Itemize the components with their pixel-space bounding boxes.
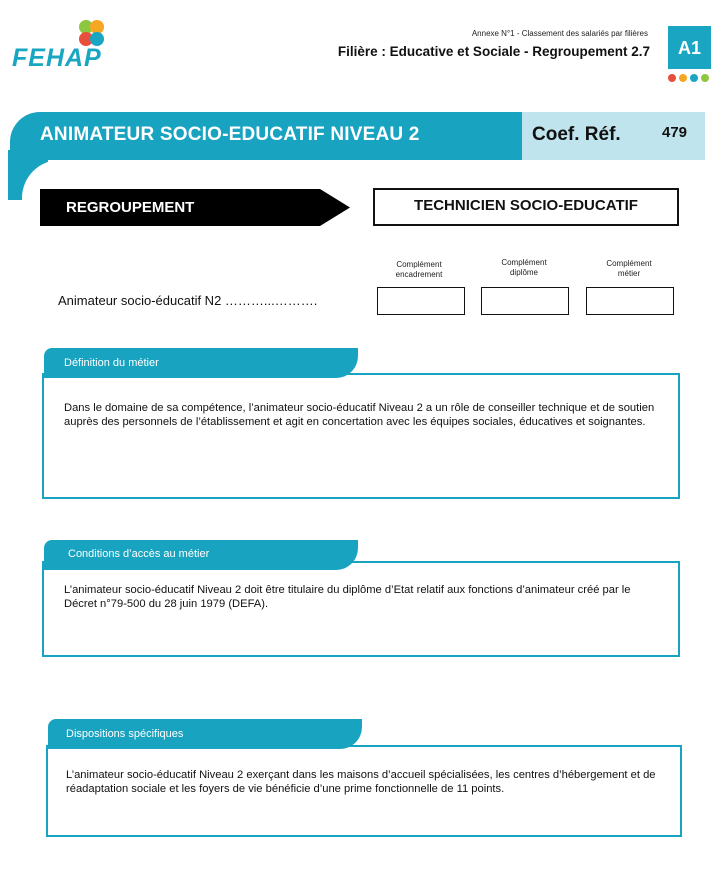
filiere-heading: Filière : Educative et Sociale - Regroupement 2.7 (337, 44, 650, 59)
complement-header-encadrement: Complément encadrement (395, 260, 443, 279)
coef-label: Coef. Réf. (532, 124, 621, 145)
badge-dot-green (701, 74, 709, 82)
section-definition-frame (42, 373, 680, 499)
annex-badge: A1 (668, 26, 711, 69)
coef-value: 479 (662, 124, 688, 141)
annex-caption: Annexe N°1 - Classement des salariés par filières (471, 29, 648, 38)
badge-dot-blue (690, 74, 698, 82)
page-title: ANIMATEUR SOCIO-EDUCATIF NIVEAU 2 (40, 124, 420, 145)
complement-encadrement-field[interactable] (377, 287, 465, 315)
section-definition-text: Dans le domaine de sa compétence, l’animateur socio-éducatif Niveau 2 a un rôle de conseiller technique et de soutien auprès des personnels de l’établissement et agit en concertation avec les équipes sociales, éducatives et soignantes. (64, 402, 655, 428)
section-dispositions-title: Dispositions spécifiques (66, 728, 184, 740)
section-dispositions-text: L’animateur socio-éducatif Niveau 2 exerçant dans les maisons d’accueil spécialisées, les centres d’hébergement et de réadaptation sociale et les foyers de vie bénéficie d’une prime fonctionnelle de 11 points. (66, 769, 656, 795)
complement-metier-field[interactable] (586, 287, 674, 315)
complement-row-label: Animateur socio-éducatif N2 ………...………. (58, 293, 318, 308)
regroupement-label: REGROUPEMENT (66, 199, 195, 216)
badge-dot-red (668, 74, 676, 82)
badge-dot-orange (679, 74, 687, 82)
regroupement-value: TECHNICIEN SOCIO-EDUCATIF (414, 197, 638, 214)
complement-header-diplome: Complément diplôme (501, 258, 547, 277)
logo-wordmark: FEHAP (12, 44, 102, 72)
complement-header-metier: Complément métier (606, 259, 652, 278)
complement-diplome-field[interactable] (481, 287, 569, 315)
section-definition-title: Définition du métier (64, 357, 159, 369)
section-conditions-title: Conditions d’accès au métier (68, 548, 210, 560)
section-conditions-text: L’animateur socio-éducatif Niveau 2 doit être titulaire du diplôme d’Etat relatif aux fonctions d’animateur créé par le Décret n°79-500 du 28 juin 1979 (DEFA). (64, 584, 631, 610)
